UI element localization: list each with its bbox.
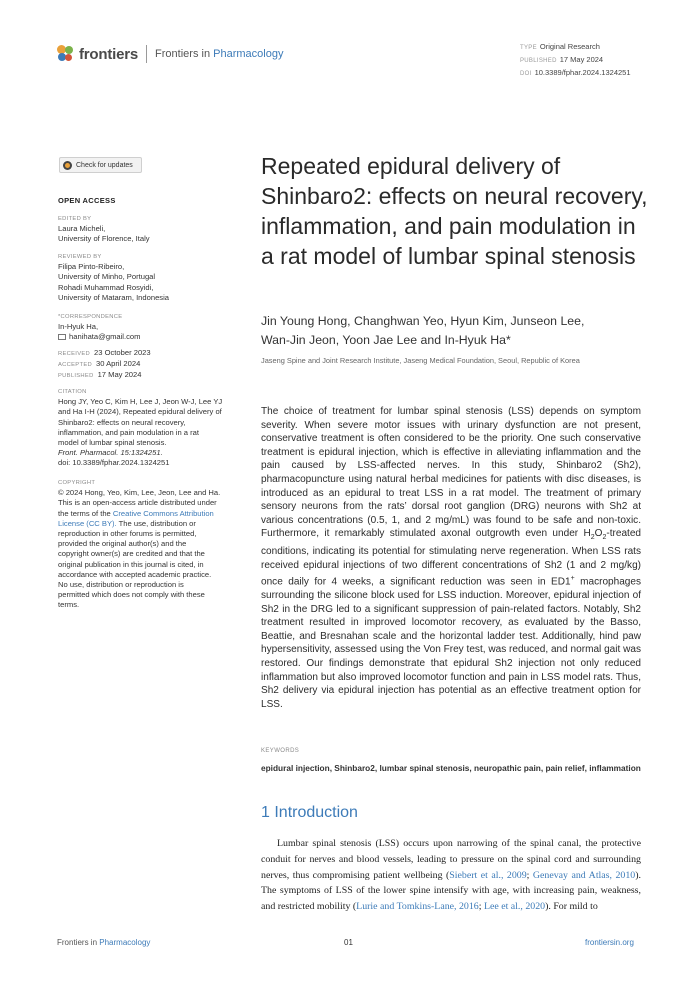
publisher-logo (57, 45, 283, 63)
reference-link[interactable]: Siebert et al., 2009 (449, 869, 527, 881)
article-dates: RECEIVED 23 October 2023 ACCEPTED 30 April 2024 PUBLISHED 17 May 2024 (58, 348, 151, 380)
article-title: Repeated epidural delivery of Shinbaro2: effects on neural recovery, inflammation, and pain modulation in a rat model of lumbar spinal stenosis (261, 153, 648, 269)
keywords: epidural injection, Shinbaro2, lumbar spinal stenosis, neuropathic pain, pain relief, inflammation (261, 763, 641, 773)
page-number: 01 (344, 938, 353, 947)
footer-site-link[interactable]: frontiersin.org (585, 938, 634, 947)
copyright: COPYRIGHT © 2024 Hong, Yeo, Kim, Lee, Jeon, Lee and Ha. This is an open-access article distributed under the terms of the Creative Commons Attribution License (CC BY). The use, distribution or reproduction in other forums is permitted, provided the original author(s) and the copyright owner(s) are credited and that the original publication in this journal is cited, in accordance with accepted academic practice. No use, distribution or reproduction is permitted which does not comply with these terms. (58, 480, 221, 610)
article-meta: TYPE Original Research PUBLISHED 17 May 2024 DOI 10.3389/fphar.2024.1324251 (520, 42, 631, 77)
frontiers-logo-icon (57, 45, 75, 63)
check-for-updates-button[interactable]: Check for updates (59, 157, 142, 173)
reviewed-by: REVIEWED BY Filipa Pinto-Ribeiro, University of Minho, Portugal Rohadi Muhammad Rosyidi, University of Mataram, Indonesia (58, 254, 169, 302)
affiliation: Jaseng Spine and Joint Research Institute, Jaseng Medical Foundation, Seoul, Republic of Korea (261, 356, 580, 365)
correspondence: *CORRESPONDENCE In-Hyuk Ha, hanihata@gmail.com (58, 314, 141, 342)
correspondence-email[interactable]: hanihata@gmail.com (69, 332, 141, 342)
check-updates-icon (63, 161, 72, 170)
edited-by: EDITED BY Laura Micheli, University of Florence, Italy (58, 216, 150, 244)
publisher-name: frontiers (79, 45, 139, 63)
reference-link[interactable]: Lee et al., 2020 (483, 901, 546, 913)
open-access-label: OPEN ACCESS (58, 196, 116, 205)
doi[interactable]: 10.3389/fphar.2024.1324251 (534, 68, 631, 77)
citation: CITATION Hong JY, Yeo C, Kim H, Lee J, Jeon W-J, Lee YJ and Ha I-H (2024), Repeated epidural delivery of Shinbaro2: effects on neural recovery, inflammation, and pain modulation in a rat model of lumbar spinal stenosis. Front. Pharmacol. 15:1324251. doi: 10.3389/fphar.2024.1324251 (58, 389, 223, 468)
footer-journal: Frontiers in Pharmacology (57, 938, 151, 947)
introduction-paragraph: Lumbar spinal stenosis (LSS) occurs upon narrowing of the spinal canal, the protective conduit for nerves and blood vessels, leading to pressure on the spinal cord and surrounding nerves, thus compromising patient wellbeing (Siebert et al., 2009; Genevay and Atlas, 2010). The symptoms of LSS of the lower spine intensify with age, with increasing pain, weakness, and restricted mobility (Lurie and Tomkins-Lane, 2016; Lee et al., 2020). For mild to (261, 838, 641, 913)
author-list: Jin Young Hong, Changhwan Yeo, Hyun Kim, Junseon Lee, Wan-Jin Jeon, Yoon Jae Lee and In-Hyuk Ha* (261, 314, 585, 347)
license-link[interactable]: Creative Commons Attribution (112, 508, 214, 518)
journal-name: Frontiers in Pharmacology (155, 48, 284, 60)
license-link-cont[interactable]: License (CC BY). (58, 518, 117, 528)
abstract: The choice of treatment for lumbar spinal stenosis (LSS) depends on symptom severity. When severe motor issues with urinary dysfunction are not present, conservative treatment is often considered to be the priority. One such conservative treatment is epidural injection, which is effective in alleviating inflammation and the pain caused by LSS-affected nerves. In this study, Shinbaro2 (Sh2), pharmacopuncture using natural herbal medicines for patients with disc diseases, is introduced as an epidural to treat LSS in a rat model. The treatment of primary sensory neurons from the rats’ dorsal root ganglion (DRG) neurons with Sh2 at various concentrations (0.5, 1, and 2 mg/mL) was found to be safe and non-toxic. Furthermore, it remarkably stimulated axonal outgrowth even under $H_2O_2$-treated conditions, indicating its potential for stimulating nerve regeneration. When LSS rats received epidural injections of two different concentrations of Sh2 (1 and 2 mg/kg) once daily for 4 weeks, a significant reduction was seen in ED1+ macrophages surrounding the silicone block used for LSS induction. Moreover, epidural injection of Sh2 in the DRG led to a significant suppression of pain-related factors. Notably, Sh2 treatment resulted in improved locomotor recovery, as evaluated by the Basso, Beattie, and Bresnahan scale and the horizontal ladder test. Additionally, hind paw hypersensitivity, assessed using the Von Frey test, was reduced, and normal gait was restored. Our findings demonstrate that epidural Sh2 injection not only reduced inflammation but also improved locomotor function and pain in LSS model rats. Thus, Sh2 delivery via epidural injection has potential as an effective treatment option for LSS. (261, 406, 641, 710)
keywords-label: KEYWORDS (261, 748, 300, 754)
header-divider (146, 45, 147, 63)
reference-link[interactable]: Lurie and Tomkins-Lane, 2016 (356, 901, 479, 913)
reference-link[interactable]: Genevay and Atlas, 2010 (532, 869, 636, 881)
email-icon (58, 334, 66, 340)
section-heading: 1 Introduction (261, 804, 358, 821)
article-type: Original Research (539, 42, 600, 51)
published-date: 17 May 2024 (559, 55, 604, 64)
